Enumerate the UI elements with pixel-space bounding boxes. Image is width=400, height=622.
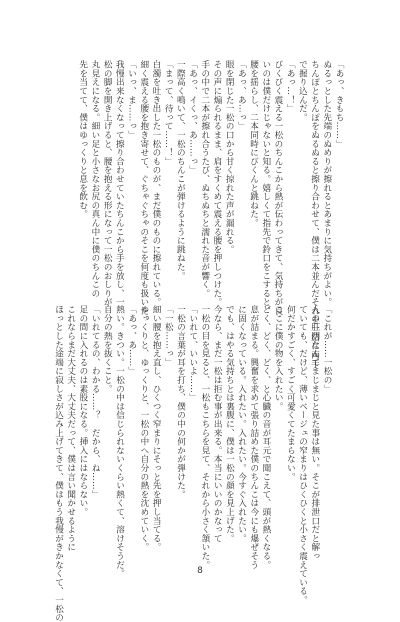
text-line: ちんぽとちんぽをぬるぬると擦り合わせて、僕は二本並んだそれを一緒に両手: [309, 60, 320, 368]
text-line: 今なら、まだ一松は拒む事が出来る。本当にいいのかなって: [212, 305, 223, 543]
text-line: で握り込んだ。: [297, 60, 308, 122]
text-line: 一松の言葉が耳を打ち、僕の中の何かが弾けた。: [175, 305, 186, 499]
text-line: いのは僕だけじゃないと知る。嬉しくて指先で鈴口をこすると、: [260, 60, 271, 316]
text-line: 「いれて、いいよ……」: [187, 305, 198, 402]
text-line: 手の中で二本が擦れ合うたび、ぬちぬちと濡れた音が響く。: [199, 60, 210, 298]
text-line: 熱い。きつい。一松の中は信じられないくらい熱くて、溶けそうだ。: [114, 305, 125, 578]
text-line: ここに僕の物を入れたい。: [273, 305, 284, 411]
text-line: 「いっ、ま……っ」: [126, 60, 137, 140]
text-line: 「一松……っ」: [163, 305, 174, 367]
text-line: 「あっ、イくっ、あ……っ」: [187, 60, 198, 175]
text-line: 息が詰まる。興奮を求めて張り詰めた僕のちんこは今にも爆ぜそう: [248, 305, 259, 569]
text-line: 自分の熱を抜くこと。: [102, 305, 113, 393]
text-line: 松の脚を開き上げると、腰を抱える形になって一松のおしりが: [102, 60, 113, 307]
text-line: 眼を閉じた一松の口から甘く掠れた声が漏れる。: [224, 60, 235, 254]
text-line: 一松の目を見ると、一松もこちらを見て、それから小さく頷いた。: [199, 305, 210, 569]
text-line: 丸見えになる。細い足と小さなお尻の真ん中に僕のちんこの: [89, 60, 100, 298]
text-line: 「まって、待って……！」: [163, 60, 174, 166]
text-line: ゆっくりと、ゆっくりと、一松の中へ自分の熱を沈めていく。: [138, 305, 149, 552]
text-line: に固くなっている。入れたい。入れたい。今すぐ入れたい。: [236, 305, 247, 543]
text-line: 足の間に入れるのは素股になる。挿入にはならない。: [77, 305, 88, 517]
text-line: 我慢出来なくなって擦り合わせていたちんこから手を放し、一: [114, 60, 125, 307]
text-line: 細く震える腰を抱き寄せて、ぐちゃぐちゃのそこを何度も扱いた。: [138, 60, 149, 324]
text-line: ぬるっとした先端のぬめりが擦れるとあまりに気持ちがよい。: [321, 60, 332, 307]
text-line: 何だかすごく、すごく可愛くてたまらない。: [285, 305, 296, 481]
text-line: 一際高く鳴いて、一松のちんこが弾けるように跳ねた。: [175, 60, 186, 280]
text-line: 人の肛門なんてまじまじと見た事は無い。そこが排泄口だと解っ: [309, 305, 320, 561]
text-line: ていても、だけど、薄いベージュの窄まりはひくひくと小さく震えている。: [297, 305, 308, 605]
text-line: 細い腰を抱え直し、ひくつく窄まりにそっと先を押し当てる。: [151, 305, 162, 552]
text-line: 「あっ、あ…っ」: [236, 60, 247, 131]
text-line: 「あっ、あ……」: [126, 305, 137, 376]
text-line: 白濁を吐き出した一松のものが、まだ僕のものに擦れている。: [150, 60, 161, 307]
lower-text-block: [53, 305, 333, 622]
text-line: でも、はやる気持ちとは裏腹に、僕は一松の顔を見上げた。: [224, 305, 235, 543]
text-line: 「あっ、きもち……」: [334, 60, 344, 148]
text-line: ほっとした途端に寂しさが込み上げてきて、僕はもう我慢がきかなくて、一松の: [53, 305, 64, 622]
text-line: びくびく震える一松のちんこから熱が伝わってきて、気持ちが良: [272, 60, 283, 316]
text-line: 腰を揺らし、二本同時にびくんと跳ねた。: [248, 60, 259, 228]
text-line: その声に煽られるまま、肩をすくめて震える腰を押しつけた。: [211, 60, 222, 307]
text-line: 「これが……一松の」: [322, 305, 332, 393]
text-line: 「いれてるの、わかる……？ だから、ね……」: [90, 305, 101, 499]
text-line: 「あっ…！」: [285, 60, 296, 113]
text-line: どく、どく、どく、と心臓の音が耳元で聞こえて、頭が熱くなる。: [260, 305, 271, 569]
page-number: 8: [197, 566, 203, 576]
text-line: 先を当てて、僕はゆっくりと息を飲む。: [77, 60, 88, 219]
text-line: これならまだ大丈夫、大丈夫だって、僕は言い聞かせるように: [65, 305, 76, 552]
